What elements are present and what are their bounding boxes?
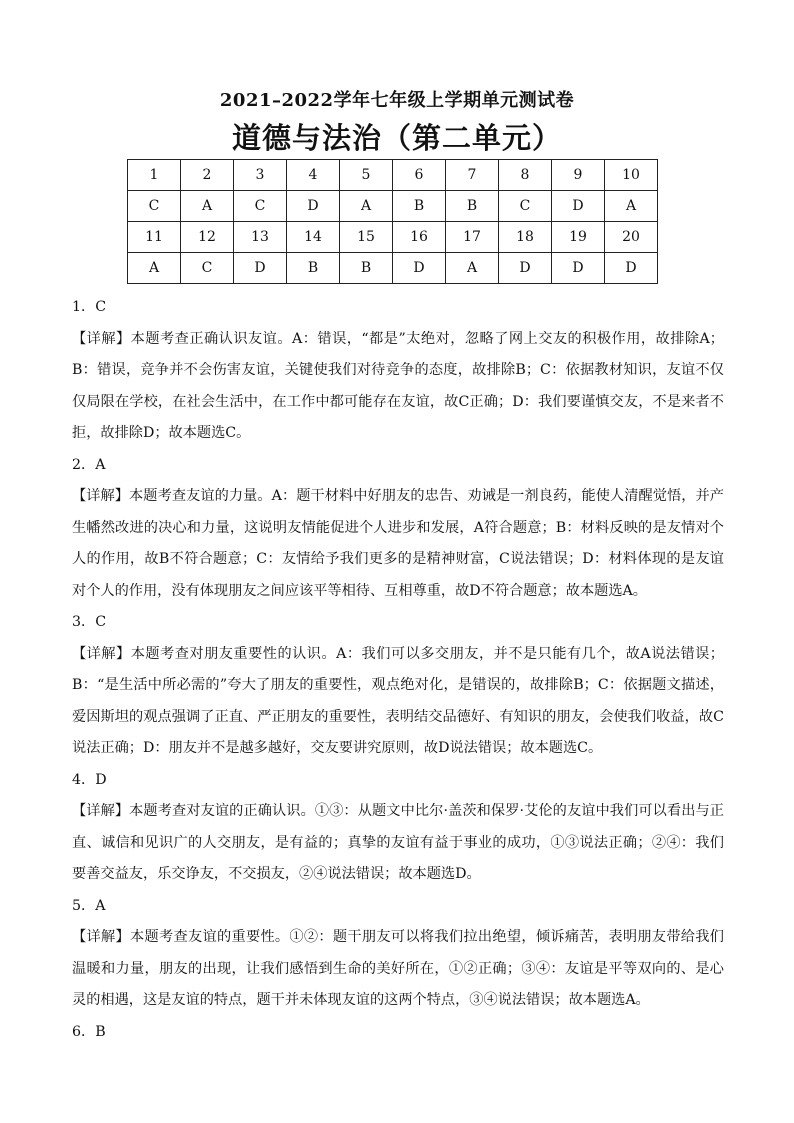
question-number-cell: 1 — [128, 160, 181, 191]
answer-cell: A — [128, 253, 181, 284]
answer-cell: B — [393, 191, 446, 222]
question-number-cell: 16 — [393, 222, 446, 253]
question-number-cell: 10 — [605, 160, 658, 191]
question-number-cell: 3 — [234, 160, 287, 191]
answer-cell: D — [605, 253, 658, 284]
question-number-cell: 6 — [393, 160, 446, 191]
answer-cell: D — [552, 191, 605, 222]
question-number-cell: 13 — [234, 222, 287, 253]
answer-cell: D — [234, 253, 287, 284]
item-number: 5．A — [72, 897, 106, 914]
question-number-cell: 7 — [446, 160, 499, 191]
answer-table-row — [128, 191, 658, 222]
answer-table-row — [128, 253, 658, 284]
question-number-cell: 12 — [181, 222, 234, 253]
question-number-cell: 2 — [181, 160, 234, 191]
item-number: 1．C — [72, 299, 107, 315]
question-number-cell: 14 — [287, 222, 340, 253]
answer-cell: D — [499, 253, 552, 284]
question-number-cell: 17 — [446, 222, 499, 253]
item-detail: 【详解】本题考查正确认识友谊。A：错误，“都是”太绝对，忽略了网上交友的积极作用，故排除A；B：错误，竞争并不会伤害友谊，关键使我们对待竞争的态度，故排除B；C：依据教材知识，友谊不仅仅局限在学校，在社会生活中，在工作中都可能存在友谊，故C正确；D：我们要谨慎交友，不是来者不拒，故排除D；故本题选C。 — [72, 330, 724, 441]
answer-cell: C — [499, 191, 552, 222]
question-number-cell: 19 — [552, 222, 605, 253]
subject-title: 道德与法治（第二单元） — [231, 121, 562, 155]
question-number-cell: 8 — [499, 160, 552, 191]
question-number-cell: 20 — [605, 222, 658, 253]
question-number-cell: 5 — [340, 160, 393, 191]
answer-table-row — [128, 160, 658, 191]
answer-cell: D — [287, 191, 340, 222]
item-detail: 【详解】本题考查友谊的力量。A：题干材料中好朋友的忠告、劝诫是一剂良药，能使人清醒觉悟，并产生幡然改进的决心和力量，这说明友情能促进个人进步和发展，A符合题意；B：材料反映的是友情对个人的作用，故B不符合题意；C：友情给予我们更多的是精神财富，C说法错误；D：材料体现的是友谊对个人的作用，没有体现朋友之间应该平等相待、互相尊重，故D不符合题意；故本题选A。 — [72, 488, 724, 599]
answer-table-row — [128, 222, 658, 253]
item-number: 6．B — [72, 1023, 106, 1040]
answer-cell: D — [552, 253, 605, 284]
answer-table — [127, 159, 658, 284]
answer-cell: C — [128, 191, 181, 222]
item-detail: 【详解】本题考查对朋友重要性的认识。A：我们可以多交朋友，并不是只能有几个，故A说法错误；B：“是生活中所必需的”夸大了朋友的重要性，观点绝对化，是错误的，故排除B；C：依据题文描述，爱因斯坦的观点强调了正直、严正朋友的重要性，表明结交品德好、有知识的朋友，会使我们收益，故C说法正确；D：朋友并不是越多越好，交友要讲究原则，故D说法错误；故本题选C。 — [72, 645, 724, 756]
answer-cell: A — [340, 191, 393, 222]
item-detail: 【详解】本题考查对友谊的正确认识。①③：从题文中比尔·盖茨和保罗·艾伦的友谊中我们可以看出与正直、诚信和见识广的人交朋友，是有益的；真挚的友谊有益于事业的成功，①③说法正确；②④：我们要善交益友，乐交诤友，不交损友，②④说法错误；故本题选D。 — [72, 803, 724, 882]
answer-cell: D — [393, 253, 446, 284]
answer-cell: C — [234, 191, 287, 222]
answer-cell: B — [287, 253, 340, 284]
answer-cell: B — [340, 253, 393, 284]
item-number: 2．A — [72, 456, 106, 473]
question-number-cell: 9 — [552, 160, 605, 191]
answer-cell: B — [446, 191, 499, 222]
answer-cell: A — [605, 191, 658, 222]
exam-title: 2021–2022学年七年级上学期单元测试卷 — [219, 90, 575, 111]
item-number: 4．D — [72, 771, 107, 788]
answer-cell: A — [181, 191, 234, 222]
item-detail: 【详解】本题考查友谊的重要性。①②：题干朋友可以将我们拉出绝望，倾诉痛苦，表明朋友带给我们温暖和力量，朋友的出现，让我们感悟到生命的美好所在，①②正确；③④：友谊是平等双向的、是心灵的相遇，这是友谊的特点，题干并未体现友谊的这两个特点，③④说法错误；故本题选A。 — [72, 929, 724, 1008]
question-number-cell: 11 — [128, 222, 181, 253]
answer-cell: C — [181, 253, 234, 284]
item-number: 3．C — [72, 614, 107, 630]
question-number-cell: 15 — [340, 222, 393, 253]
answer-cell: A — [446, 253, 499, 284]
explanations — [72, 292, 724, 1048]
question-number-cell: 4 — [287, 160, 340, 191]
question-number-cell: 18 — [499, 222, 552, 253]
